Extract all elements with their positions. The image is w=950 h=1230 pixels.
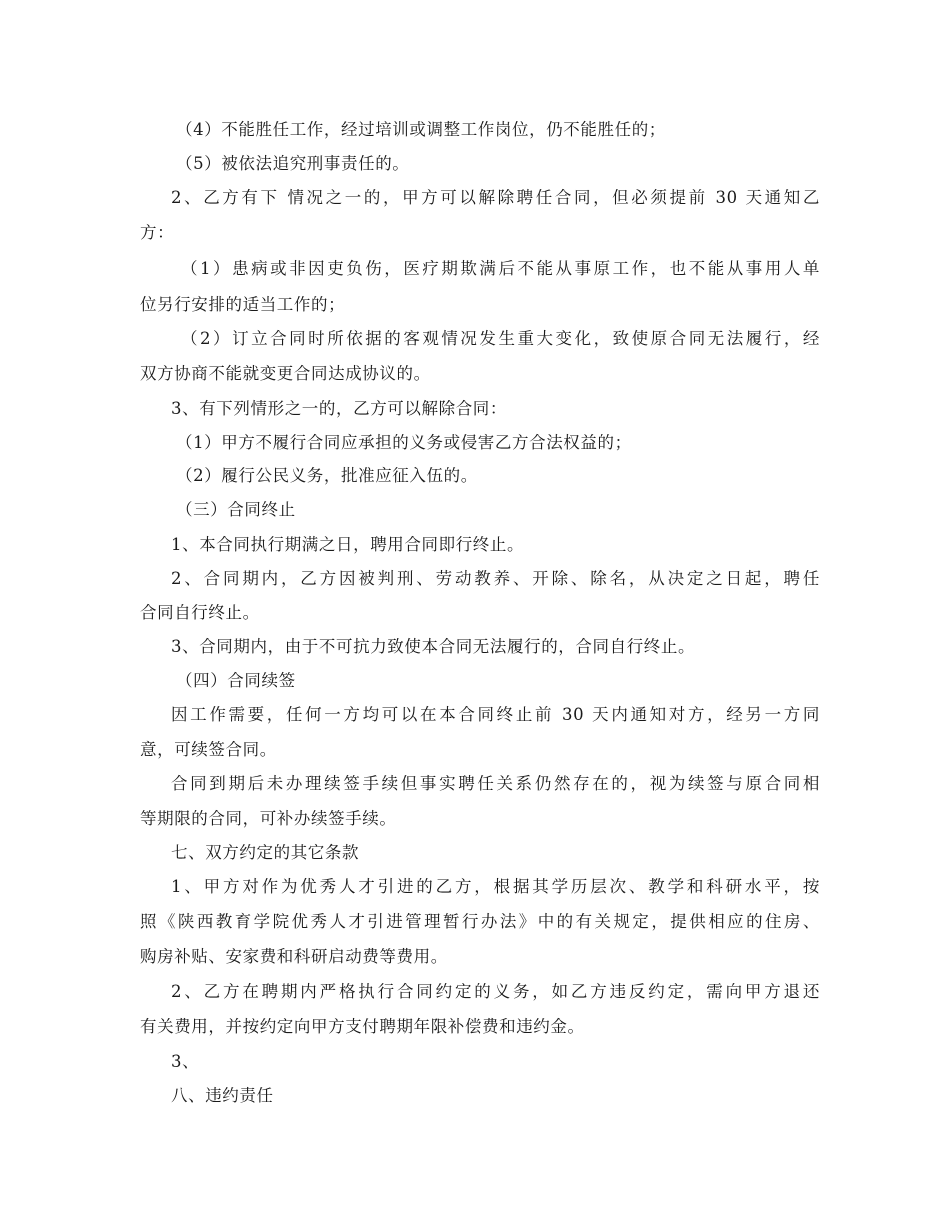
termination-item-2-line-2: 合同自行终止。 <box>140 603 260 622</box>
clause-2-item-1-line-1: （1）患病或非因吏负伤，医疗期欺满后不能从事原工作，也不能从事用人单 <box>181 259 820 278</box>
renewal-para-2-line-2: 等期限的合同，可补办续签手续。 <box>140 809 397 828</box>
clause-3-heading: 3、有下列情形之一的，乙方可以解除合同： <box>171 399 507 418</box>
section-seven-item-1-line-2: 照《陕西教育学院优秀人才引进管理暂行办法》中的有关规定，提供相应的住房、 <box>140 912 820 931</box>
termination-item-3: 3、合同期内，由于不可抗力致使本合同无法履行的，合同自行终止。 <box>171 637 696 656</box>
section-seven-item-2-line-1: 2、乙方在聘期内严格执行合同约定的义务，如乙方违反约定，需向甲方退还 <box>171 982 820 1001</box>
section-seven-item-3: 3、 <box>171 1052 200 1071</box>
clause-3-item-1: （1）甲方不履行合同应承担的义务或侵害乙方合法权益的； <box>176 433 632 452</box>
clause-2-item-1-line-2: 位另行安排的适当工作的； <box>140 295 346 314</box>
clause-2-item-2-line-1: （2）订立合同时所依据的客观情况发生重大变化，致使原合同无法履行，经 <box>181 329 820 348</box>
termination-item-1: 1、本合同执行期满之日，聘用合同即行终止。 <box>171 535 525 554</box>
section-seven-item-1-line-3: 购房补贴、安家费和科研启动费等费用。 <box>140 947 448 966</box>
section-contract-termination: （三）合同终止 <box>176 500 296 519</box>
section-contract-renewal: （四）合同续签 <box>176 671 296 690</box>
clause-2-line-1: 2、乙方有下 情况之一的，甲方可以解除聘任合同，但必须提前 30 天通知乙 <box>171 188 820 207</box>
renewal-para-1-line-2: 意，可续签合同。 <box>140 740 277 759</box>
clause-item-4: （4）不能胜任工作，经过培训或调整工作岗位，仍不能胜任的； <box>176 120 666 139</box>
renewal-para-2-line-1: 合同到期后未办理续签手续但事实聘任关系仍然存在的，视为续签与原合同相 <box>171 774 820 793</box>
clause-item-5: （5）被依法追究刑事责任的。 <box>176 154 410 173</box>
clause-3-item-2: （2）履行公民义务，批准应征入伍的。 <box>176 466 478 485</box>
section-eight-heading: 八、违约责任 <box>171 1086 274 1105</box>
section-seven-heading: 七、双方约定的其它条款 <box>171 843 360 862</box>
clause-2-line-2: 方： <box>140 223 175 242</box>
clause-2-item-2-line-2: 双方协商不能就变更合同达成协议的。 <box>140 364 431 383</box>
section-seven-item-2-line-2: 有关费用，并按约定向甲方支付聘期年限补偿费和违约金。 <box>140 1017 585 1036</box>
termination-item-2-line-1: 2、合同期内，乙方因被判刑、劳动教养、开除、除名，从决定之日起，聘任 <box>171 569 820 588</box>
renewal-para-1-line-1: 因工作需要，任何一方均可以在本合同终止前 30 天内通知对方，经另一方同 <box>171 705 820 724</box>
section-seven-item-1-line-1: 1、甲方对作为优秀人才引进的乙方，根据其学历层次、教学和科研水平，按 <box>171 877 820 896</box>
